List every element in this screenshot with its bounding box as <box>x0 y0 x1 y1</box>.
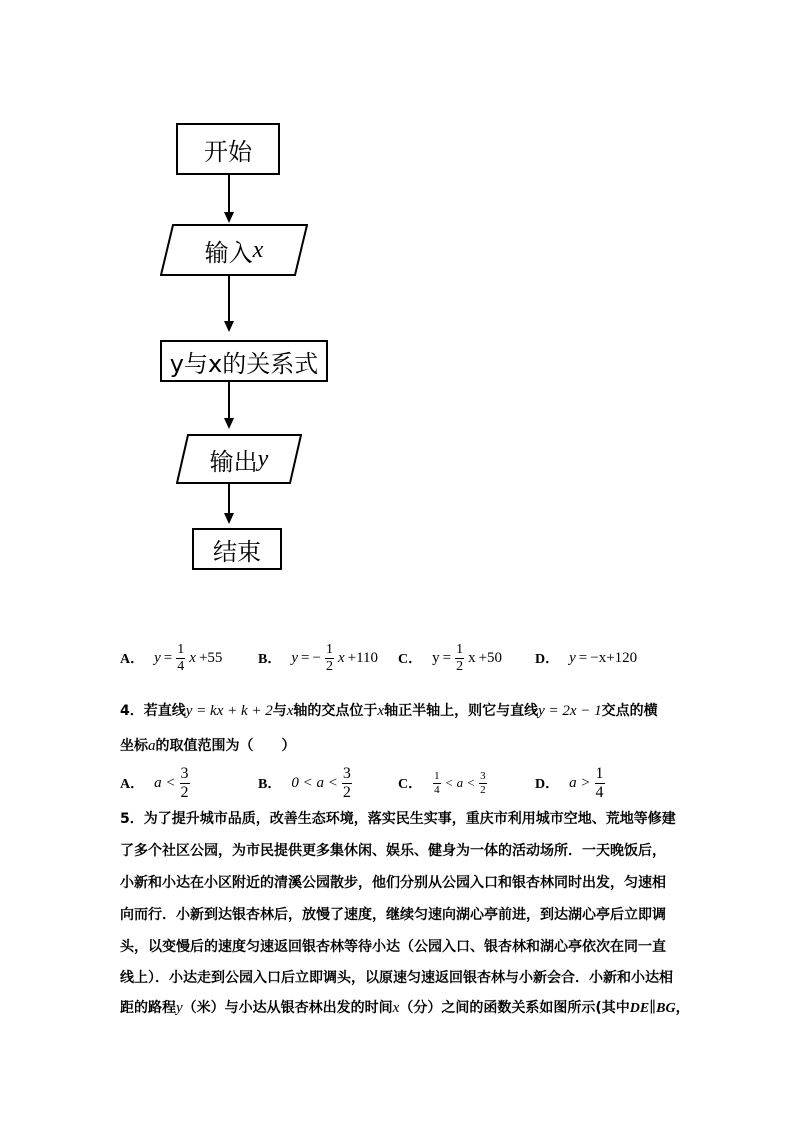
flowchart-arrow-1 <box>228 175 230 213</box>
flowchart-output-prefix: 输出 <box>209 447 258 476</box>
flowchart-arrow-4 <box>228 484 230 514</box>
fraction: $\frac{1}{2}$ <box>325 641 333 674</box>
flowchart-input-var: x <box>252 236 264 263</box>
flowchart-arrowhead-4 <box>224 513 234 524</box>
fraction: $\frac{3}{2}$ <box>480 769 486 796</box>
flowchart-arrowhead-2 <box>224 321 234 332</box>
q5-line-4: 向而行．小新到达银杏林后，放慢了速度，继续匀速向湖心亭前进，到达湖心亭后立即调 <box>120 907 666 923</box>
q5-line-5: 头，以变慢后的速度匀速返回银杏林等待小达（公园入口、银杏林和湖心亭依次在同一直 <box>120 939 666 955</box>
fraction: $\frac{1}{2}$ <box>456 641 464 674</box>
fraction: $\frac{1}{4}$ <box>177 641 185 674</box>
fraction: $\frac{3}{2}$ <box>342 764 351 801</box>
flowchart-arrowhead-3 <box>224 418 234 429</box>
q5-line-3: 小新和小达在小区附近的清溪公园散步，他们分别从公园入口和银杏林同时出发，匀速相 <box>120 875 666 891</box>
flowchart-arrow-2 <box>228 276 230 322</box>
q4-option-a[interactable]: A． a < $\frac{3}{2}$ <box>120 764 189 801</box>
q5-line-7: 距的路程y（米）与小达从银杏林出发的时间x（分）之间的函数关系如图所示(其中DE∥BG， <box>120 1000 690 1016</box>
q3-options <box>120 638 680 678</box>
q4-option-d[interactable]: D． a > $\frac{1}{4}$ <box>535 764 604 801</box>
flowchart-end-label: 结束 <box>213 537 261 566</box>
flowchart-output-var: y <box>257 445 269 472</box>
q3-option-a[interactable]: A． y = $\frac{1}{4}$ x +55 <box>120 641 223 674</box>
q3-option-d[interactable]: D． y = −x+120 <box>535 649 638 667</box>
flowchart-end-box <box>192 528 282 570</box>
q5-line-6: 线上）．小达走到公园入口后立即调头，以原速匀速返回银杏林与小新会合．小新和小达相 <box>120 970 673 986</box>
fraction: $\frac{1}{4}$ <box>595 764 604 801</box>
q4-option-c[interactable]: C． $\frac{1}{4}$ < a < $\frac{3}{2}$ <box>398 769 486 796</box>
flowchart-arrowhead-1 <box>224 212 234 223</box>
flowchart-input-box <box>160 224 308 276</box>
flowchart-process-label: y与x的关系式 <box>169 349 319 378</box>
fraction: $\frac{1}{4}$ <box>434 769 440 796</box>
flowchart-arrow-3 <box>228 382 230 419</box>
q3-option-b[interactable]: B． y = − $\frac{1}{2}$ x +110 <box>258 641 379 674</box>
flowchart-start-box <box>176 123 280 175</box>
q4-option-b[interactable]: B． 0 < a < $\frac{3}{2}$ <box>258 764 351 801</box>
q5-line-2: 了多个社区公园，为市民提供更多集休闲、娱乐、健身为一体的活动场所．一天晚饭后， <box>120 843 666 859</box>
flowchart-process-box <box>160 340 328 382</box>
q4-stem-line-2: 坐标a的取值范围为（ ） <box>120 738 296 754</box>
q4-stem-line-1: 4．若直线y = kx + k + 2与x轴的交点位于x轴正半轴上，则它与直线y = 2x − 1交点的横 <box>120 703 658 719</box>
fraction: $\frac{3}{2}$ <box>180 764 189 801</box>
flowchart-start-label: 开始 <box>204 137 252 166</box>
flowchart-output-box <box>176 434 302 484</box>
q5-line-1: 5．为了提升城市品质，改善生态环境，落实民生实事，重庆市利用城市空地、荒地等修建 <box>120 811 676 827</box>
q3-option-c[interactable]: C． y = $\frac{1}{2}$ x +50 <box>398 641 503 674</box>
flowchart-input-prefix: 输入 <box>204 238 253 267</box>
q4-options <box>120 762 680 804</box>
